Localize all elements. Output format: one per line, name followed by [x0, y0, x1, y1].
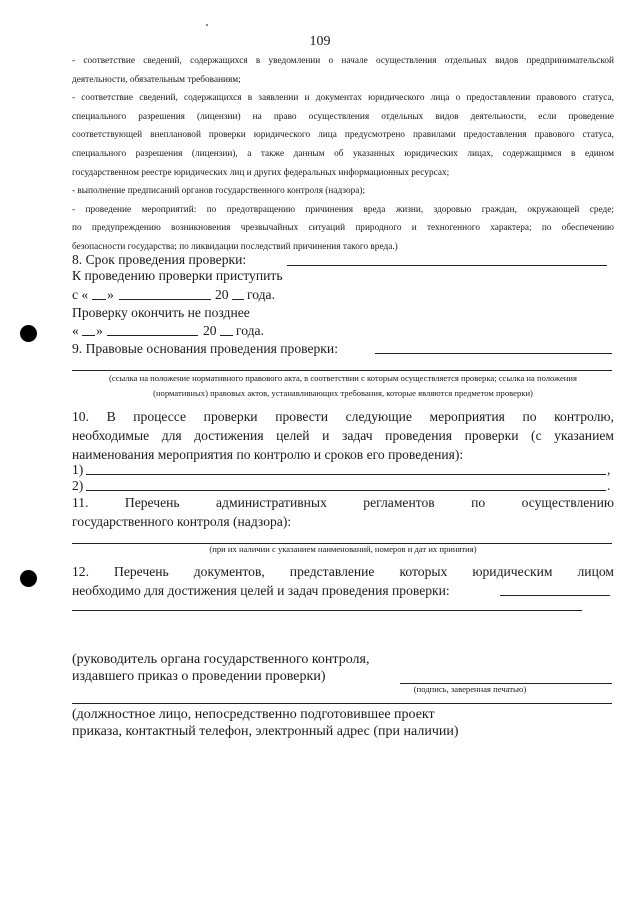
official-line-2: приказа, контактный телефон, электронный адрес (при наличии): [72, 724, 459, 739]
section-9-label: 9. Правовые основания проведения проверки:: [72, 341, 338, 356]
intro-line: соответствующей внеплановой проверки юридического лица предусмотрено правилами предоставления правового статуса,: [72, 130, 614, 141]
intro-line: специального разрешения (лицензии), а также данным об указанных юридических лицах, содержащимся в едином: [72, 148, 614, 159]
regulations-note: (при их наличии с указанием наименований, номеров и дат их принятия): [209, 544, 477, 554]
section-8-label: 8. Срок проведения проверки:: [72, 252, 247, 267]
section-11-text: [72, 493, 614, 531]
official-line-1: (должностное лицо, непосредственно подготовившее проект: [72, 707, 435, 722]
scan-speck: [206, 24, 208, 26]
page-number: 109: [309, 34, 331, 49]
official-field[interactable]: [72, 703, 612, 704]
head-title-line-2: издавшего приказ о проведении проверки): [72, 669, 326, 684]
intro-line: - проведение мероприятий: по предотвращению причинения вреда жизни, здоровью граждан, окружающей среде;: [72, 204, 614, 215]
measure-item-2-period: .: [607, 478, 611, 493]
start-prefix: с «: [72, 287, 89, 302]
legal-basis-note: (ссылка на положение нормативного правового акта, в соответствии с которым осуществляется проверка; ссылка на положения: [109, 373, 577, 383]
start-month-field[interactable]: [119, 299, 211, 300]
start-label: К проведению проверки приступить: [72, 268, 283, 283]
measure-item-1-field[interactable]: [86, 474, 606, 475]
section-12-line: 12. Перечень документов, представление которых юридическим лицом: [72, 564, 614, 579]
intro-line: - соответствие сведений, содержащихся в заявлении и документах юридического лица о предоставлении правового статуса,: [72, 93, 614, 104]
measure-item-2-field[interactable]: [86, 490, 606, 491]
end-quote-close: »: [96, 323, 103, 338]
intro-items: [72, 52, 614, 257]
documents-field[interactable]: [500, 595, 610, 596]
end-year-suffix: года.: [236, 323, 264, 338]
start-year-field[interactable]: [232, 299, 244, 300]
section-11-line: государственного контроля (надзора):: [72, 514, 292, 529]
start-year-suffix: года.: [247, 287, 275, 302]
intro-line: деятельности, обязательным требованиям;: [72, 74, 241, 85]
start-year-prefix: 20: [215, 287, 229, 302]
section-10-line: наименования мероприятия по контролю и сроков его проведения):: [72, 447, 464, 462]
start-day-field[interactable]: [92, 299, 106, 300]
section-12-line: необходимо для достижения целей и задач проведения проверки:: [72, 583, 450, 598]
intro-line: безопасности государства; по ликвидации последствий причинения такого вреда.): [72, 241, 398, 252]
signature-note: (подпись, заверенная печатью): [413, 684, 527, 694]
term-field[interactable]: [287, 265, 607, 266]
end-year-field[interactable]: [220, 335, 233, 336]
intro-line: специального разрешения (лицензии) на право осуществления отдельных видов деятельности, если проведение: [72, 111, 614, 122]
punch-hole: [20, 570, 37, 587]
end-prefix: «: [72, 323, 79, 338]
legal-basis-note: (нормативных) правовых актов, устанавливающих требования, которые являются предметом проверки): [153, 388, 533, 398]
section-10-text: [72, 407, 614, 464]
section-10-line: необходимые для достижения целей и задач проведения проверки (с указанием: [72, 428, 614, 443]
measure-item-2-label: 2): [72, 478, 84, 493]
legal-basis-field[interactable]: [375, 353, 612, 354]
measure-item-1-label: 1): [72, 462, 84, 477]
measure-item-1-comma: ,: [607, 462, 611, 477]
documents-field-2[interactable]: [72, 610, 582, 611]
head-title-line-1: (руководитель органа государственного контроля,: [72, 652, 370, 667]
section-11-line: 11. Перечень административных регламентов по осуществлению: [72, 495, 614, 510]
punch-hole: [20, 325, 37, 342]
intro-line: - соответствие сведений, содержащихся в уведомлении о начале осуществления отдельных видов предпринимательской: [72, 56, 614, 66]
section-10-line: 10. В процессе проверки провести следующие мероприятия по контролю,: [72, 409, 614, 424]
end-month-field[interactable]: [107, 335, 198, 336]
intro-line: государственном реестре юридических лиц и других федеральных информационных ресурсах;: [72, 167, 450, 178]
end-label: Проверку окончить не позднее: [72, 305, 250, 320]
intro-line: по предупреждению возникновения чрезвычайных ситуаций природного и техногенного характера; по обеспечению: [72, 223, 614, 234]
start-quote-close: »: [107, 287, 114, 302]
end-year-prefix: 20: [203, 323, 217, 338]
intro-line: - выполнение предписаний органов государственного контроля (надзора);: [72, 186, 366, 197]
end-day-field[interactable]: [82, 335, 95, 336]
